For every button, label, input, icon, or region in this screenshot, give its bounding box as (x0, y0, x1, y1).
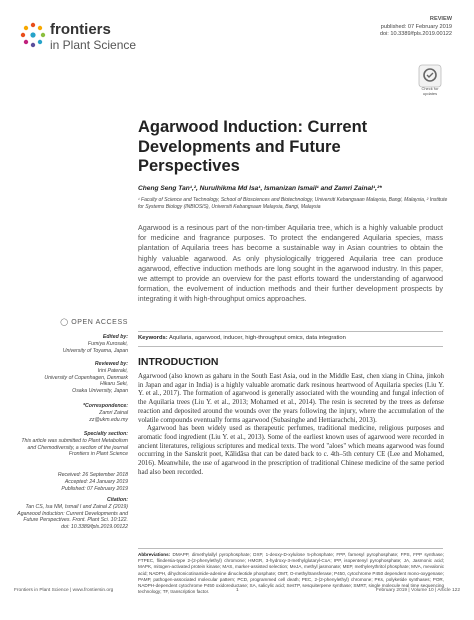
abstract: Agarwood is a resinous part of the non-timber Aquilaria tree, which is a highly valuable product for medicine and fragrance purposes. To protect the endangered Aquilaria species, mass plantation of Aquilaria trees has become a sustainable way in Asian countries to obtain the highly valuable agarwood. As only physiologically triggered Aquilaria tree can produce agarwood, effective induction methods are long sought in the agarwood industry. In this paper, we attempt to provide an overview for the past efforts toward the understanding of agarwood formation, the evolvement of induction methods and their further development prospects by integrating it with high-throughput omics approaches. (138, 223, 443, 304)
journal-logo (20, 18, 160, 52)
body-text (138, 373, 444, 477)
correspondence-label: *Correspondence: (83, 403, 128, 409)
editor-name: Fumiya Kurosaki, (87, 340, 128, 347)
paragraph: Agarwood has been widely used as therapeutic perfumes, traditional medicine, religious purposes and aromatic food ingredient (Liu Y. et al., 2013). Some of the earliest known uses of agarwood were recorded in ancient literatures, religious scriptures and medical texts. The word "aloes" which means agarwood was found occurring in the Sanskrit poet, Kālidāsa that can be dated back to c. 4th–5th century CE (Lee and Mohamed, 2016). Meanwhile, the use of agarwood in the prescription of traditional Chinese medicine of the same period had also been recorded. (138, 425, 444, 476)
dates-info (14, 472, 128, 492)
specialty-text: This article was submitted to Plant Metabolism and Chemodiversity, a section of the journal Frontiers in Plant Science (21, 437, 128, 458)
article-title (138, 118, 438, 177)
editor-affil: University of Toyama, Japan (62, 347, 128, 354)
footer-journal-link[interactable]: Frontiers in Plant Science | www.frontiersin.org (14, 588, 114, 593)
reviewer-name: Irini Pateraki, (97, 367, 128, 374)
corr-name: Zamri Zainal (99, 409, 128, 416)
open-access-icon: ◯ (60, 319, 72, 326)
open-access-label (14, 318, 128, 326)
check-updates-label: Check for updates (421, 86, 439, 96)
keywords-label: Keywords: (138, 335, 168, 341)
brand-name: frontiers (50, 21, 111, 38)
keywords-text: Aquilaria, agarwood, inducer, high-throughput omics, data integration (168, 335, 346, 341)
published-date: Published: 07 February 2019 (61, 485, 128, 492)
citation-text: Tan CS, Isa NM, Ismail I and Zainal Z (2019) Agarwood Induction: Current Developments and Future Perspectives. Front. Plant Sci. 10:122. doi: 10.3389/fpls.2019.00122 (17, 503, 128, 531)
correspondence-info (14, 403, 128, 423)
journal-name: in Plant Science (50, 38, 137, 52)
section-heading: INTRODUCTION (138, 356, 219, 368)
open-access-text: OPEN ACCESS (71, 319, 128, 326)
accepted-date: Accepted: 24 January 2019 (64, 478, 128, 485)
published-date: published: 07 February 2019 (380, 23, 452, 30)
reviewer-affil: University of Copenhagen, Denmark (44, 374, 128, 381)
divider (138, 331, 443, 332)
abbreviations-text: DMAPP, dimethylallyl pyrophosphate; DXP, 1-deoxy-D-xylulose 5-phosphate; FPP, farnesyl pyrophosphate; FPS, FPP synthase; FTPEC, flindersia-type 2-(2-phenylethyl) chromone; HMGR, 3-hydroxy-3-methylglutaryl-CoA; IPP, isopentenyl pyrophosphate; JA, Jasmonic acid; MAPK, mitogen-activated protein kinase; MAS, marker-assisted selection; MeJA, methyl jasmonate; MEP, methylerythritol phosphate; MVA, mevalonic acid; NADPH, dihydronicotinamide-adenine dinucleotide phosphate; OMT, O-methyltransferase; P450, cytochrome P450 dependent mono-oxygenase; PAMP, pathogen-associated molecular pattern; PCD, programmed cell death; PEC, 2-(2-phenylethyl) chromone; PKs, polyketide synthases; POR, NADPH-dependent cytochrome P450 oxidoreductase; SA, salicylic acid; SesTP, sesquiterpene synthase; SMRT, single molecule real time sequencing technology; TF, transcription factor. (138, 552, 445, 595)
reviewer-affil: Osaka University, Japan (72, 388, 128, 395)
abbreviations-label: Abbreviations: (138, 552, 171, 557)
specialty-info (14, 431, 128, 458)
divider (138, 346, 443, 347)
title-line: Agarwood Induction: Current (138, 118, 368, 136)
reviewer-name: Hikaru Seki, (100, 381, 128, 388)
editor-info (14, 334, 128, 354)
check-updates-icon (418, 64, 442, 88)
article-meta (312, 16, 452, 39)
keywords (138, 335, 443, 341)
paragraph: Agarwood (also known as gaharu in the South East Asia, oud in the Middle East, chen xiang in China, jinkoh in Japan and agar in India) is a highly valuable aromatic dark resinous heartwood of Aquilaria species (Liu Y. Y. et al., 2017). The formation of agarwood is generally associated with the wounding and fungal infection of the Aquilaria trees (Liu Y. et al., 2013; Mohamed et al., 2014). The resin is secreted by the trees as defense reaction and deposited around the wounds over the years following the injury, where the accumulation of the volatile compounds eventually forms agarwood (Subasinghe and Hettiarachchi, 2013). (138, 373, 444, 424)
specialty-label: Specialty section: (83, 431, 128, 437)
citation-info (14, 497, 128, 531)
article-type: REVIEW (429, 16, 452, 22)
title-line: Developments and Future (138, 137, 341, 156)
check-updates-button[interactable] (418, 64, 442, 96)
edited-by-label: Edited by: (102, 334, 128, 340)
reviewed-by-label: Reviewed by: (94, 361, 128, 367)
affiliations: ¹ Faculty of Science and Technology, School of Biosciences and Biotechnology, Universiti Kebangsaan Malaysia, Bangi, Malaysia, ² Institute for Systems Biology (INBIOSIS), Universiti Kebangsaan Malaysia, Bangi, Malaysia (138, 197, 448, 210)
corr-email[interactable]: zz@ukm.edu.my (89, 416, 128, 423)
footer-volume: February 2019 | Volume 10 | Article 122 (375, 588, 460, 593)
doi-link[interactable]: doi: 10.3389/fpls.2019.00122 (379, 31, 452, 38)
citation-label: Citation: (106, 497, 128, 503)
divider (138, 548, 443, 549)
frontiers-logo-icon (20, 22, 46, 48)
received-date: Received: 26 September 2018 (57, 472, 128, 478)
reviewer-info (14, 361, 128, 395)
page-number: 1 (236, 588, 239, 593)
author-list[interactable]: Cheng Seng Tan¹,², Nurulhikma Md Isa¹, Ismanizan Ismail¹ and Zamri Zainal¹,²* (138, 185, 382, 192)
title-line: Perspectives (138, 157, 240, 175)
